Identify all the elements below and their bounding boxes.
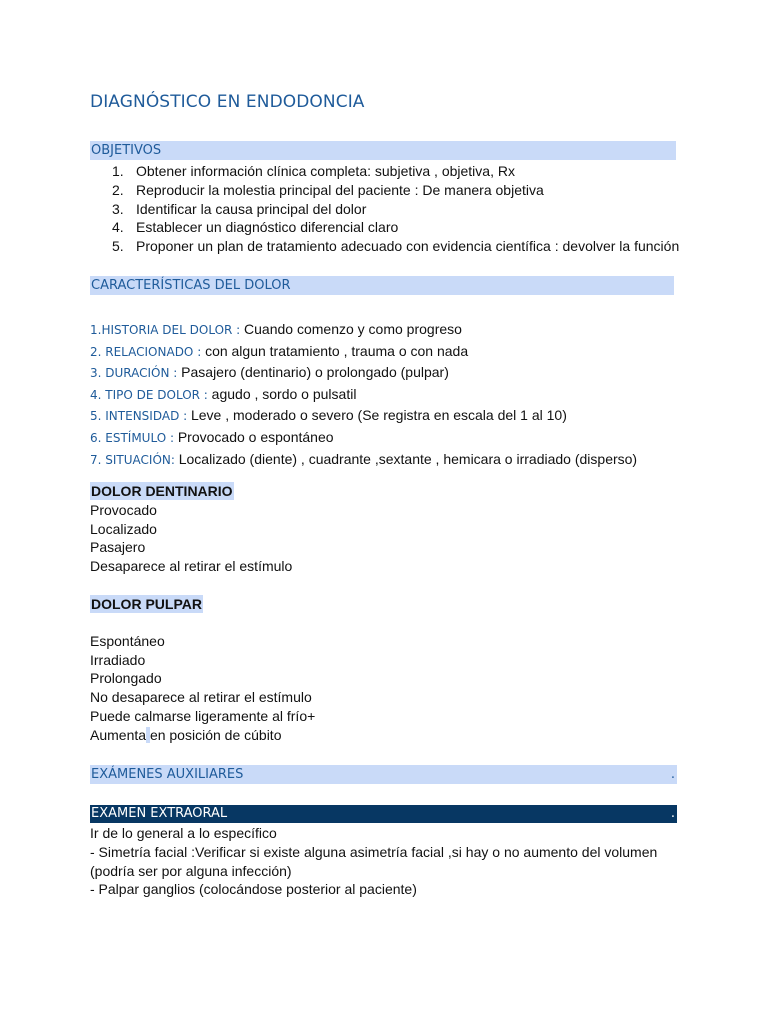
list-item: Desaparece al retirar el estímulo [90, 558, 293, 575]
section-heading-examenes [90, 765, 677, 784]
section-heading-caracteristicas [90, 276, 674, 295]
section-heading-objetivos [90, 141, 676, 160]
list-item: Provocado [90, 502, 157, 518]
caracteristicas-heading-text: CARACTERÍSTICAS DEL DOLOR [91, 278, 291, 293]
list-item: Puede calmarse ligeramente al frío+ [90, 707, 316, 724]
list-item: 4. Establecer un diagnóstico diferencial claro [112, 219, 399, 236]
section-heading-extraoral [90, 805, 677, 823]
list-item: Pasajero [90, 539, 146, 556]
list-item: Espontáneo [90, 633, 165, 649]
list-item: 4. TIPO DE DOLOR : agudo , sordo o pulsatil [90, 385, 357, 402]
list-item: 1.HISTORIA DEL DOLOR : Cuando comenzo y como progreso [90, 321, 462, 337]
examenes-heading-text: EXÁMENES AUXILIARES [91, 767, 244, 782]
list-item: 7. SITUACIÓN: Localizado (diente) , cuadrante ,sextante , hemicara o irradiado (disperso) [90, 450, 638, 467]
list-item: 1. Obtener información clínica completa: subjetiva , objetiva, Rx [112, 163, 515, 179]
extraoral-text [90, 824, 690, 899]
heading-dolor-dentinario: DOLOR DENTINARIO [91, 483, 233, 499]
list-item: 3. Identificar la causa principal del dolor [112, 200, 367, 217]
list-item: Aumenta en posición de cúbito [90, 726, 282, 743]
dolor-pulpar-list [90, 632, 315, 744]
list-item: Localizado [90, 520, 157, 537]
list-item: 2. RELACIONADO : con algun tratamiento , trauma o con nada [90, 342, 469, 359]
heading-dolor-pulpar: DOLOR PULPAR [91, 596, 202, 612]
dolor-dentinario-list [90, 501, 292, 576]
list-item: Irradiado [90, 651, 146, 668]
examenes-trailing-dot: . [670, 767, 675, 782]
list-item: No desaparece al retirar el estímulo [90, 689, 312, 706]
document-title: DIAGNÓSTICO EN ENDODONCIA [90, 92, 365, 112]
caracteristicas-list [90, 319, 637, 470]
paragraph: Ir de lo general a lo específico [90, 825, 277, 841]
list-item: 5. Proponer un plan de tratamiento adecuado con evidencia científica : devolver la función [112, 238, 680, 255]
list-item: 6. ESTÍMULO : Provocado o espontáneo [90, 428, 334, 445]
objetivos-list [112, 162, 679, 256]
extraoral-heading-text: EXAMEN EXTRAORAL [91, 806, 228, 821]
list-item: 5. INTENSIDAD : Leve , moderado o severo (Se registra en escala del 1 al 10) [90, 407, 567, 424]
list-item: 2. Reproducir la molestia principal del paciente : De manera objetiva [112, 181, 544, 198]
objetivos-heading-text: OBJETIVOS [91, 143, 162, 158]
paragraph: - Simetría facial :Verificar si existe alguna asimetría facial ,si hay o no aumento del volumen (podría ser por alguna infección) [90, 843, 658, 879]
list-item: 3. DURACIÓN : Pasajero (dentinario) o prolongado (pulpar) [90, 364, 449, 381]
paragraph: - Palpar ganglios (colocándose posterior al paciente) [90, 881, 417, 898]
list-item: Prolongado [90, 670, 162, 687]
extraoral-trailing-dot: . [670, 806, 675, 821]
